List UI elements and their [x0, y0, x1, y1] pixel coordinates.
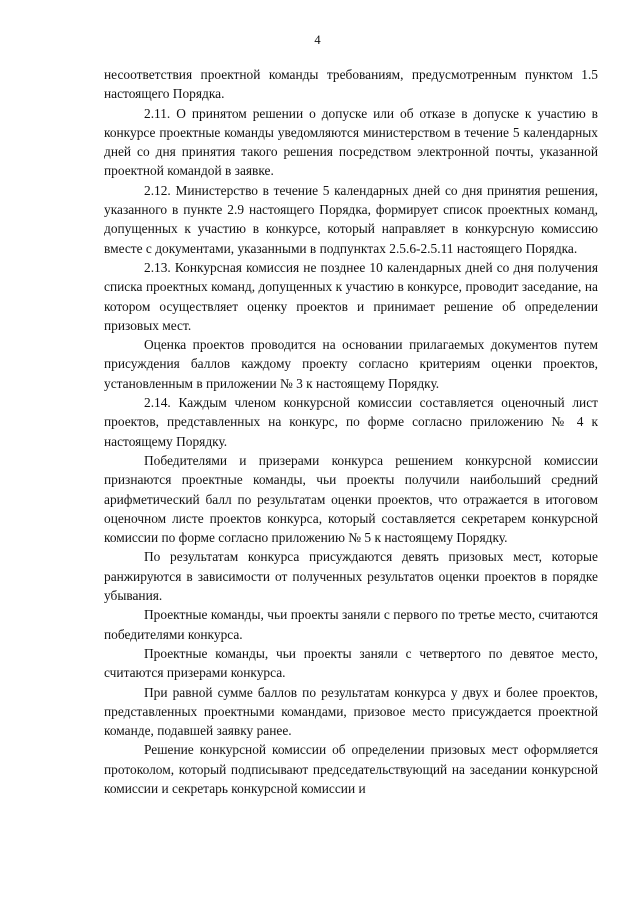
paragraph-continuation: несоответствия проектной команды требованиям, предусмотренным пунктом 1.5 настоящего Порядка. — [104, 67, 598, 102]
paragraph-winners: Проектные команды, чьи проекты заняли с первого по третье место, считаются победителями конкурса. — [104, 607, 598, 642]
paragraph-2-11: 2.11. О принятом решении о допуске или об отказе в допуске к участию в конкурсе проектные команды уведомляются министерством в течение 5 календарных дней со дня принятия такого решения посредством электронной почты, указанной проектной командой в заявке. — [104, 105, 598, 179]
paragraph-protocol: Решение конкурсной комиссии об определении призовых мест оформляется протоколом, который подписывают председательствующий на заседании конкурсной комиссии и секретарь конкурсной комиссии и — [104, 742, 598, 796]
paragraph-2-13: 2.13. Конкурсная комиссия не позднее 10 календарных дней со дня получения списка проектных команд, допущенных к участию в конкурсе, проводит заседание, на котором осуществляет оценку проектов и принимает решение об определении призовых мест. — [104, 259, 598, 333]
paragraph-2-14: 2.14. Каждым членом конкурсной комиссии составляется оценочный лист проектов, представленных на конкурс, по форме согласно приложению № 4 к настоящему Порядку. — [104, 395, 598, 449]
paragraph-2-12: 2.12. Министерство в течение 5 календарных дней со дня принятия решения, указанного в пункте 2.9 настоящего Порядка, формирует список проектных команд, допущенных к участию в конкурсе, который направляет в конкурсную комиссию вместе с документами, указанными в подпунктах 2.5.6-2.5.11 настоящего Порядка. — [104, 182, 598, 256]
document-body — [104, 65, 598, 798]
paragraph-project-evaluation: Оценка проектов проводится на основании прилагаемых документов путем присуждения баллов каждому проекту согласно критериям оценки проектов, установленным в приложении № 3 к настоящему Порядку. — [104, 337, 598, 391]
paragraph-prizewinners: Проектные команды, чьи проекты заняли с четвертого по девятое место, считаются призерами конкурса. — [104, 645, 598, 681]
paragraph-equal-scores: При равной сумме баллов по результатам конкурса у двух и более проектов, представленных проектными командами, призовое место присуждается проектной команде, подавшей заявку ранее. — [104, 684, 598, 739]
paragraph-prize-places: По результатам конкурса присуждаются девять призовых мест, которые ранжируются в зависимости от полученных результатов оценки проектов в порядке убывания. — [104, 549, 598, 604]
paragraph-winners-determination: Победителями и призерами конкурса решением конкурсной комиссии признаются проектные команды, чьи проекты получили наибольший средний арифметический балл по результатам оценки проектов, что отражается в итоговом оценочном листе проектов конкурса, который составляется секретарем конкурсной комиссии по форме согласно приложению № 5 к настоящему Порядку. — [104, 452, 598, 546]
page-number: 4 — [314, 33, 321, 47]
